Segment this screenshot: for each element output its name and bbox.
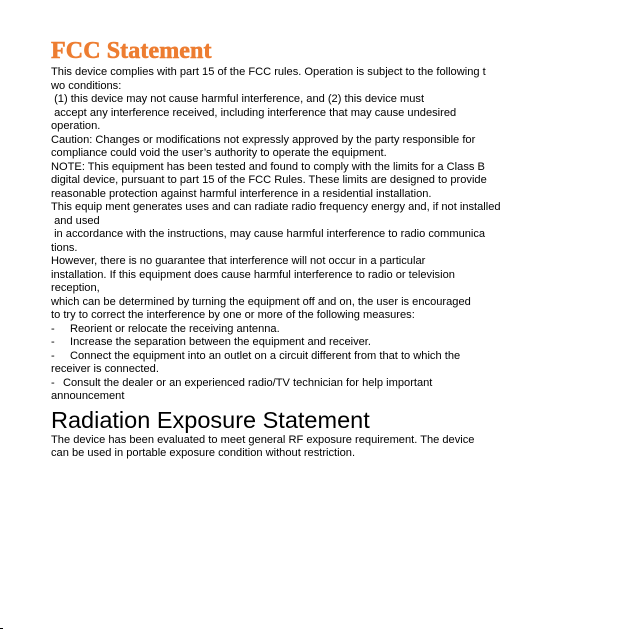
measure-text: Connect the equipment into an outlet on a circuit different from that to which the	[70, 349, 461, 362]
measure-text: Reorient or relocate the receiving antenna.	[70, 322, 280, 335]
fcc-line: installation. If this equipment does cause harmful interference to radio or television	[51, 268, 455, 281]
fcc-line: to try to correct the interference by one or more of the following measures:	[51, 309, 415, 321]
measure-continuation: receiver is connected.	[51, 363, 159, 375]
measure-item	[51, 336, 611, 350]
fcc-line: wo conditions:	[51, 79, 122, 92]
radiation-line: The device has been evaluated to meet general RF exposure requirement. The device	[51, 433, 475, 446]
measure-continuation: announcement	[51, 390, 125, 402]
fcc-line: Caution: Changes or modifications not expressly approved by the party responsible for	[51, 133, 476, 146]
measure-text: Increase the separation between the equipment and receiver.	[70, 336, 371, 348]
radiation-exposure-body	[51, 434, 611, 461]
page-corner-mark	[0, 628, 3, 629]
dash-bullet: -	[51, 349, 55, 362]
fcc-line: which can be determined by turning the equipment off and on, the user is encouraged	[51, 295, 471, 308]
fcc-line: digital device, pursuant to part 15 of the FCC Rules. These limits are designed to provide	[51, 174, 487, 186]
measure-item	[51, 377, 611, 391]
fcc-line: However, there is no guarantee that interference will not occur in a particular	[51, 255, 426, 267]
measure-text: Consult the dealer or an experienced radio/TV technician for help important	[63, 376, 433, 389]
fcc-line: This device complies with part 15 of the FCC rules. Operation is subject to the following t	[51, 66, 486, 78]
radiation-line: can be used in portable exposure condition without restriction.	[51, 447, 356, 459]
fcc-line: in accordance with the instructions, may cause harmful interference to radio communica	[51, 228, 486, 240]
fcc-line: reasonable protection against harmful interference in a residential installation.	[51, 187, 432, 200]
fcc-line: and used	[51, 214, 100, 227]
dash-bullet: -	[51, 322, 55, 335]
fcc-line: operation.	[51, 120, 101, 132]
fcc-line: accept any interference received, including interference that may cause undesired	[51, 106, 457, 119]
radiation-exposure-title: Radiation Exposure Statement	[51, 406, 370, 433]
measure-item	[51, 323, 611, 337]
fcc-line: compliance could void the user’s authority to operate the equipment.	[51, 147, 387, 159]
dash-bullet: -	[51, 376, 55, 389]
fcc-line: reception,	[51, 282, 100, 294]
fcc-line: NOTE: This equipment has been tested and found to comply with the limits for a Class B	[51, 160, 485, 173]
measure-item	[51, 350, 611, 364]
dash-bullet: -	[51, 336, 55, 348]
fcc-statement-body	[51, 66, 611, 404]
fcc-line: This equip ment generates uses and can radiate radio frequency energy and, if not installed	[51, 201, 501, 213]
fcc-statement-title: FCC Statement	[51, 38, 212, 64]
document-page	[51, 36, 611, 461]
fcc-line: (1) this device may not cause harmful interference, and (2) this device must	[51, 93, 425, 105]
fcc-line: tions.	[51, 241, 78, 254]
